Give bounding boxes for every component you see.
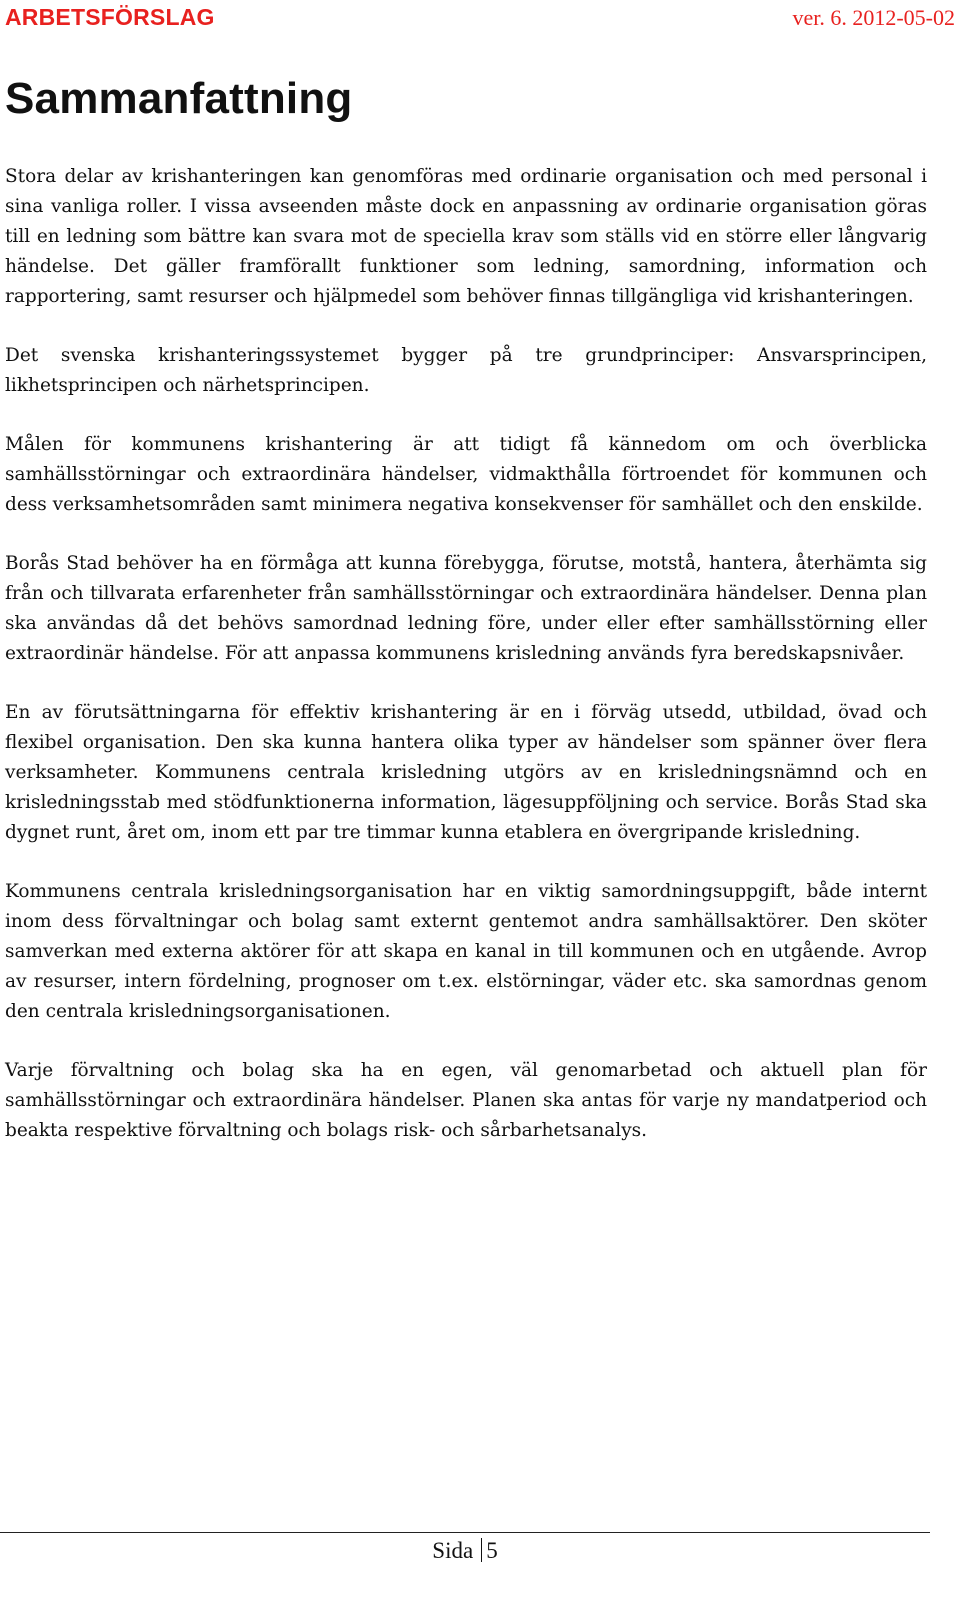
paragraph: Det svenska krishanteringssystemet bygger på tre grundprinciper: Ansvarsprincipen, likhetsprincipen och närhetsprincipen. bbox=[5, 345, 927, 396]
page-number: 5 bbox=[486, 1538, 498, 1563]
page-header bbox=[5, 2, 955, 34]
page-number-separator bbox=[481, 1538, 482, 1562]
page-label: Sida bbox=[432, 1538, 474, 1563]
version-label: ver. 6. 2012-05-02 bbox=[792, 5, 955, 30]
body-text bbox=[5, 162, 927, 1175]
paragraph: Stora delar av krishanteringen kan genomföras med ordinarie organisation och med personal i sina vanliga roller. I vissa avseenden måste dock en anpassning av ordinarie organisation göras till en ledning som bättre kan svara mot de speciella krav som ställs vid en större eller långvarig händelse. Det gäller framförallt funktioner som ledning, samordning, information och rapportering, samt resurser och hjälpmedel som behöver finnas tillgängliga vid krishanteringen. bbox=[5, 166, 927, 307]
footer-divider bbox=[0, 1532, 930, 1533]
paragraph: Borås Stad behöver ha en förmåga att kunna förebygga, förutse, motstå, hantera, återhämta sig från och tillvarata erfarenheter från samhällsstörningar och extraordinära händelser. Denna plan ska användas då det behövs samordnad ledning före, under eller efter samhällsstörning eller extraordinär händelse. För att anpassa kommunens krisledning används fyra beredskapsnivåer. bbox=[5, 553, 927, 664]
paragraph: Varje förvaltning och bolag ska ha en egen, väl genomarbetad och aktuell plan för samhällsstörningar och extraordinära händelser. Planen ska antas för varje ny mandatperiod och beakta respektive förvaltning och bolags risk- och sårbarhetsanalys. bbox=[5, 1060, 927, 1141]
paragraph: Kommunens centrala krisledningsorganisation har en viktig samordningsuppgift, både internt inom dess förvaltningar och bolag samt externt gentemot andra samhällsaktörer. Den sköter samverkan med externa aktörer för att skapa en kanal in till kommunen och en utgående. Avrop av resurser, intern fördelning, prognoser om t.ex. elstörningar, väder etc. ska samordnas genom den centrala krisledningsorganisationen. bbox=[5, 881, 927, 1022]
draft-label: ARBETSFÖRSLAG bbox=[5, 4, 215, 30]
page-footer bbox=[0, 1538, 930, 1564]
page-title: Sammanfattning bbox=[5, 74, 353, 123]
paragraph: En av förutsättningarna för effektiv krishantering är en i förväg utsedd, utbildad, övad och flexibel organisation. Den ska kunna hantera olika typer av händelser som spänner över flera verksamheter. Kommunens centrala krisledning utgörs av en krisledningsnämnd och en krisledningsstab med stödfunktionerna information, lägesuppföljning och service. Borås Stad ska dygnet runt, året om, inom ett par tre timmar kunna etablera en övergripande krisledning. bbox=[5, 702, 927, 843]
paragraph: Målen för kommunens krishantering är att tidigt få kännedom om och överblicka samhällsstörningar och extraordinära händelser, vidmakthålla förtroendet för kommunen och dess verksamhetsområden samt minimera negativa konsekvenser för samhället och den enskilde. bbox=[5, 434, 927, 515]
